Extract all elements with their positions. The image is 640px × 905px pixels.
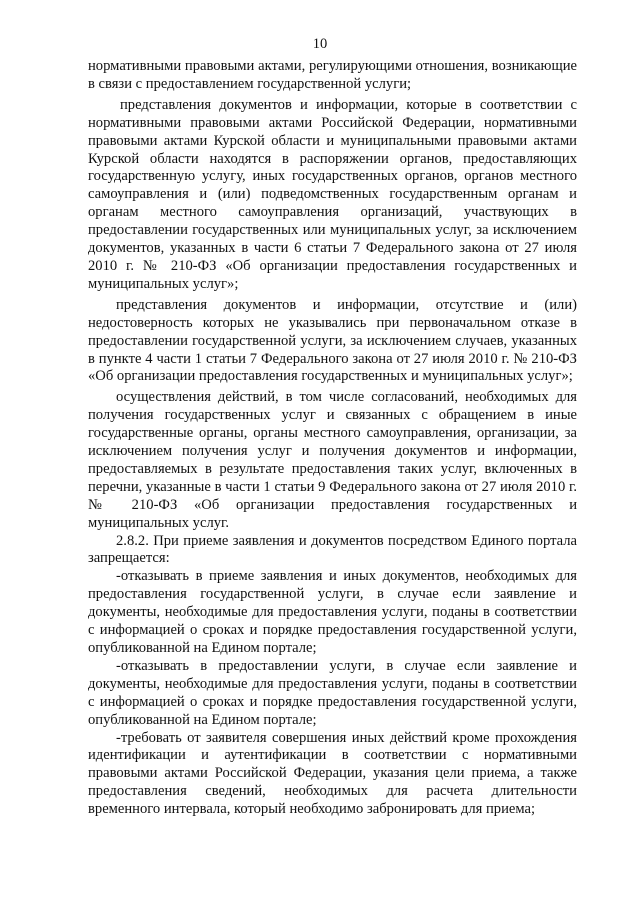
paragraph-continuation: нормативными правовыми актами, регулирующими отношения, возникающие в связи с предоставлением государственной услуги; xyxy=(88,58,577,92)
paragraph-refuse-service: -отказывать в предоставлении услуги, в случае если заявление и документы, необходимые для предоставления услуги, поданы в соответствии с информацией о сроках и порядке предоставления государственной услуги, опубликованной на Едином портале; xyxy=(88,657,577,728)
page-number: 10 xyxy=(312,36,328,52)
document-body xyxy=(88,58,577,819)
paragraph-documents-in-possession: представления документов и информации, которые в соответствии с нормативными правовыми актами Российской Федерации, нормативными правовыми актами Курской области и муниципальными правовыми актами Курской области находятся в распоряжении органов, предоставляющих государственную услугу, иных государственных органов, органов местного самоуправления и (или) подведомственных государственным органам и органам местного самоуправления организаций, участвующих в предоставлении государственных или муниципальных услуг, за исключением документов, указанных в части 6 статьи 7 Федерального закона от 27 июля 2010 г. № 210-ФЗ «Об организации предоставления государственных и муниципальных услуг»; xyxy=(88,96,577,292)
paragraph-refuse-acceptance: -отказывать в приеме заявления и иных документов, необходимых для предоставления государственной услуги, в случае если заявление и документы, необходимые для предоставления услуги, поданы в соответствии с информацией о сроках и порядке предоставления государственной услуги, опубликованной на Едином портале; xyxy=(88,568,577,656)
paragraph-unreliable-documents: представления документов и информации, отсутствие и (или) недостоверность которых не указывались при первоначальном отказе в предоставлении государственной услуги, за исключением случаев, указанных в пункте 4 части 1 статьи 7 Федерального закона от 27 июля 2010 г. № 210-ФЗ «Об организации предоставления государственных и муниципальных услуг»; xyxy=(88,296,577,385)
paragraph-approvals: осуществления действий, в том числе согласований, необходимых для получения государственных услуг и связанных с обращением в иные государственные органы, органы местного самоуправления, организации, за исключением получения услуг и получения документов и информации, предоставляемых в результате предоставления таких услуг, включенных в перечни, указанные в части 1 статьи 9 Федерального закона от 27 июля 2010 г. № 210-ФЗ «Об организации предоставления государственных и муниципальных услуг. xyxy=(88,389,577,531)
paragraph-require-actions: -требовать от заявителя совершения иных действий кроме прохождения идентификации и аутентификации в соответствии с нормативными правовыми актами Российской Федерации, указания цели приема, а также предоставления сведений, необходимых для расчета длительности временного интервала, который необходимо забронировать для приема; xyxy=(88,729,577,818)
paragraph-section-2-8-2: 2.8.2. При приеме заявления и документов посредством Единого портала запрещается: xyxy=(88,532,577,567)
